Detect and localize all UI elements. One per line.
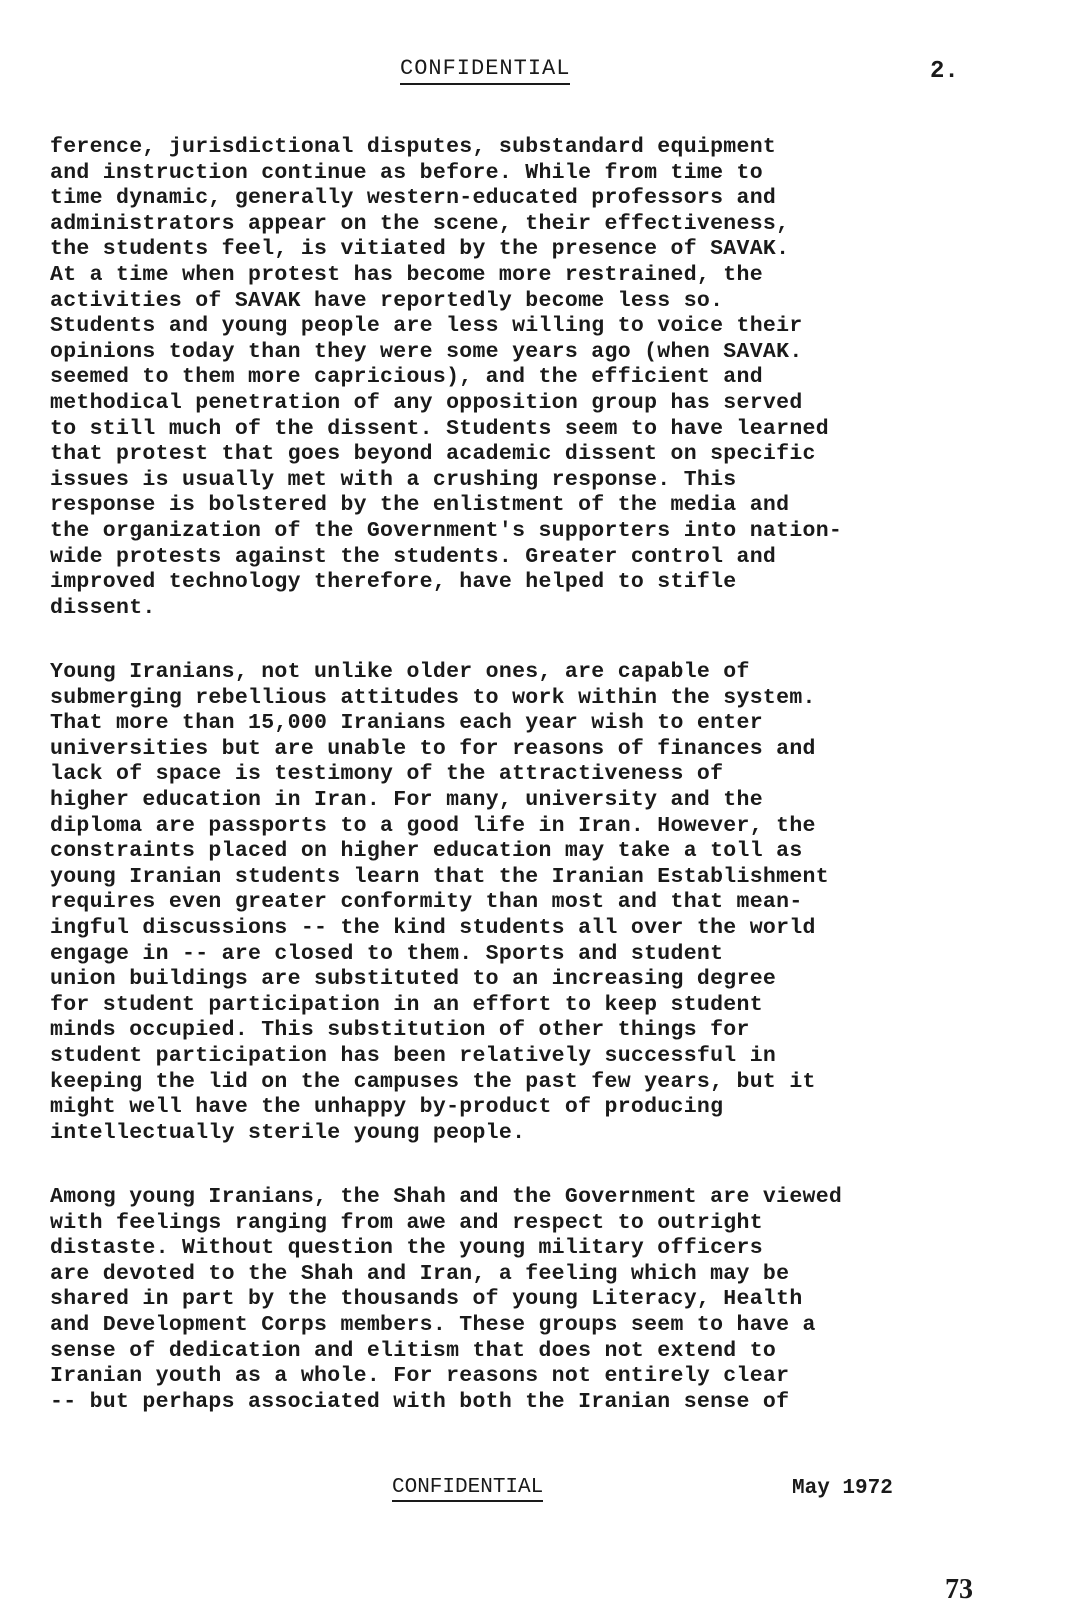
- text-line: At a time when protest has become more restrained, the: [50, 262, 763, 287]
- text-line: time dynamic, generally western-educated professors and: [50, 186, 777, 211]
- text-line: submerging rebellious attitudes to work within the system.: [50, 685, 816, 710]
- text-line: requires even greater conformity than most and that mean-: [50, 890, 803, 915]
- text-line: ference, jurisdictional disputes, substandard equipment: [50, 135, 777, 159]
- paragraph-2: [50, 660, 1020, 1146]
- text-line: to still much of the dissent. Students seem to have learned: [50, 416, 829, 441]
- text-line: higher education in Iran. For many, university and the: [50, 787, 763, 812]
- text-line: methodical penetration of any opposition group has served: [50, 390, 803, 415]
- text-line: are devoted to the Shah and Iran, a feeling which may be: [50, 1261, 790, 1286]
- text-line: Young Iranians, not unlike older ones, are capable of: [50, 660, 750, 684]
- text-line: opinions today than they were some years ago (when SAVAK.: [50, 339, 803, 364]
- header-classification: CONFIDENTIAL: [400, 56, 570, 85]
- text-line: union buildings are substituted to an increasing degree: [50, 967, 777, 992]
- text-line: and instruction continue as before. While from time to: [50, 160, 763, 185]
- paragraph-3: [50, 1185, 1020, 1415]
- text-line: student participation has been relatively successful in: [50, 1043, 777, 1068]
- text-line: engage in -- are closed to them. Sports and student: [50, 941, 724, 966]
- text-line: that protest that goes beyond academic dissent on specific: [50, 442, 816, 467]
- text-line: -- but perhaps associated with both the Iranian sense of: [50, 1389, 790, 1414]
- text-line: and Development Corps members. These groups seem to have a: [50, 1312, 816, 1337]
- text-line: with feelings ranging from awe and respect to outright: [50, 1210, 763, 1235]
- header-page-number: 2.: [930, 58, 959, 85]
- text-line: Students and young people are less willing to voice their: [50, 314, 803, 339]
- text-line: keeping the lid on the campuses the past few years, but it: [50, 1069, 816, 1094]
- text-line: shared in part by the thousands of young Literacy, Health: [50, 1287, 803, 1312]
- text-line: Among young Iranians, the Shah and the Government are viewed: [50, 1185, 843, 1209]
- text-line: young Iranian students learn that the Iranian Establishment: [50, 864, 829, 889]
- paragraph-1: [50, 135, 1020, 621]
- text-line: dissent.: [50, 595, 156, 620]
- text-line: wide protests against the students. Greater control and: [50, 544, 777, 569]
- text-line: the students feel, is vitiated by the presence of SAVAK.: [50, 237, 790, 262]
- text-line: activities of SAVAK have reportedly become less so.: [50, 288, 724, 313]
- text-line: diploma are passports to a good life in Iran. However, the: [50, 813, 816, 838]
- text-line: intellectually sterile young people.: [50, 1120, 526, 1145]
- text-line: sense of dedication and elitism that does not extend to: [50, 1338, 777, 1363]
- text-line: distaste. Without question the young military officers: [50, 1236, 763, 1261]
- footer-classification: CONFIDENTIAL: [392, 1476, 543, 1502]
- text-line: response is bolstered by the enlistment of the media and: [50, 493, 790, 518]
- text-line: lack of space is testimony of the attractiveness of: [50, 762, 724, 787]
- archive-page-number: 73: [945, 1574, 973, 1605]
- text-line: might well have the unhappy by-product of producing: [50, 1095, 724, 1120]
- text-line: issues is usually met with a crushing response. This: [50, 467, 737, 492]
- text-line: improved technology therefore, have helped to stifle: [50, 570, 737, 595]
- text-line: That more than 15,000 Iranians each year wish to enter: [50, 711, 763, 736]
- text-line: ingful discussions -- the kind students all over the world: [50, 915, 816, 940]
- text-line: for student participation in an effort to keep student: [50, 992, 763, 1017]
- text-line: minds occupied. This substitution of other things for: [50, 1018, 750, 1043]
- text-line: universities but are unable to for reasons of finances and: [50, 736, 816, 761]
- text-line: Iranian youth as a whole. For reasons not entirely clear: [50, 1364, 790, 1389]
- text-line: the organization of the Government's supporters into nation-: [50, 518, 843, 543]
- text-line: seemed to them more capricious), and the efficient and: [50, 365, 763, 390]
- text-line: administrators appear on the scene, their effectiveness,: [50, 211, 790, 236]
- text-line: constraints placed on higher education may take a toll as: [50, 839, 803, 864]
- footer-date: May 1972: [792, 1477, 893, 1500]
